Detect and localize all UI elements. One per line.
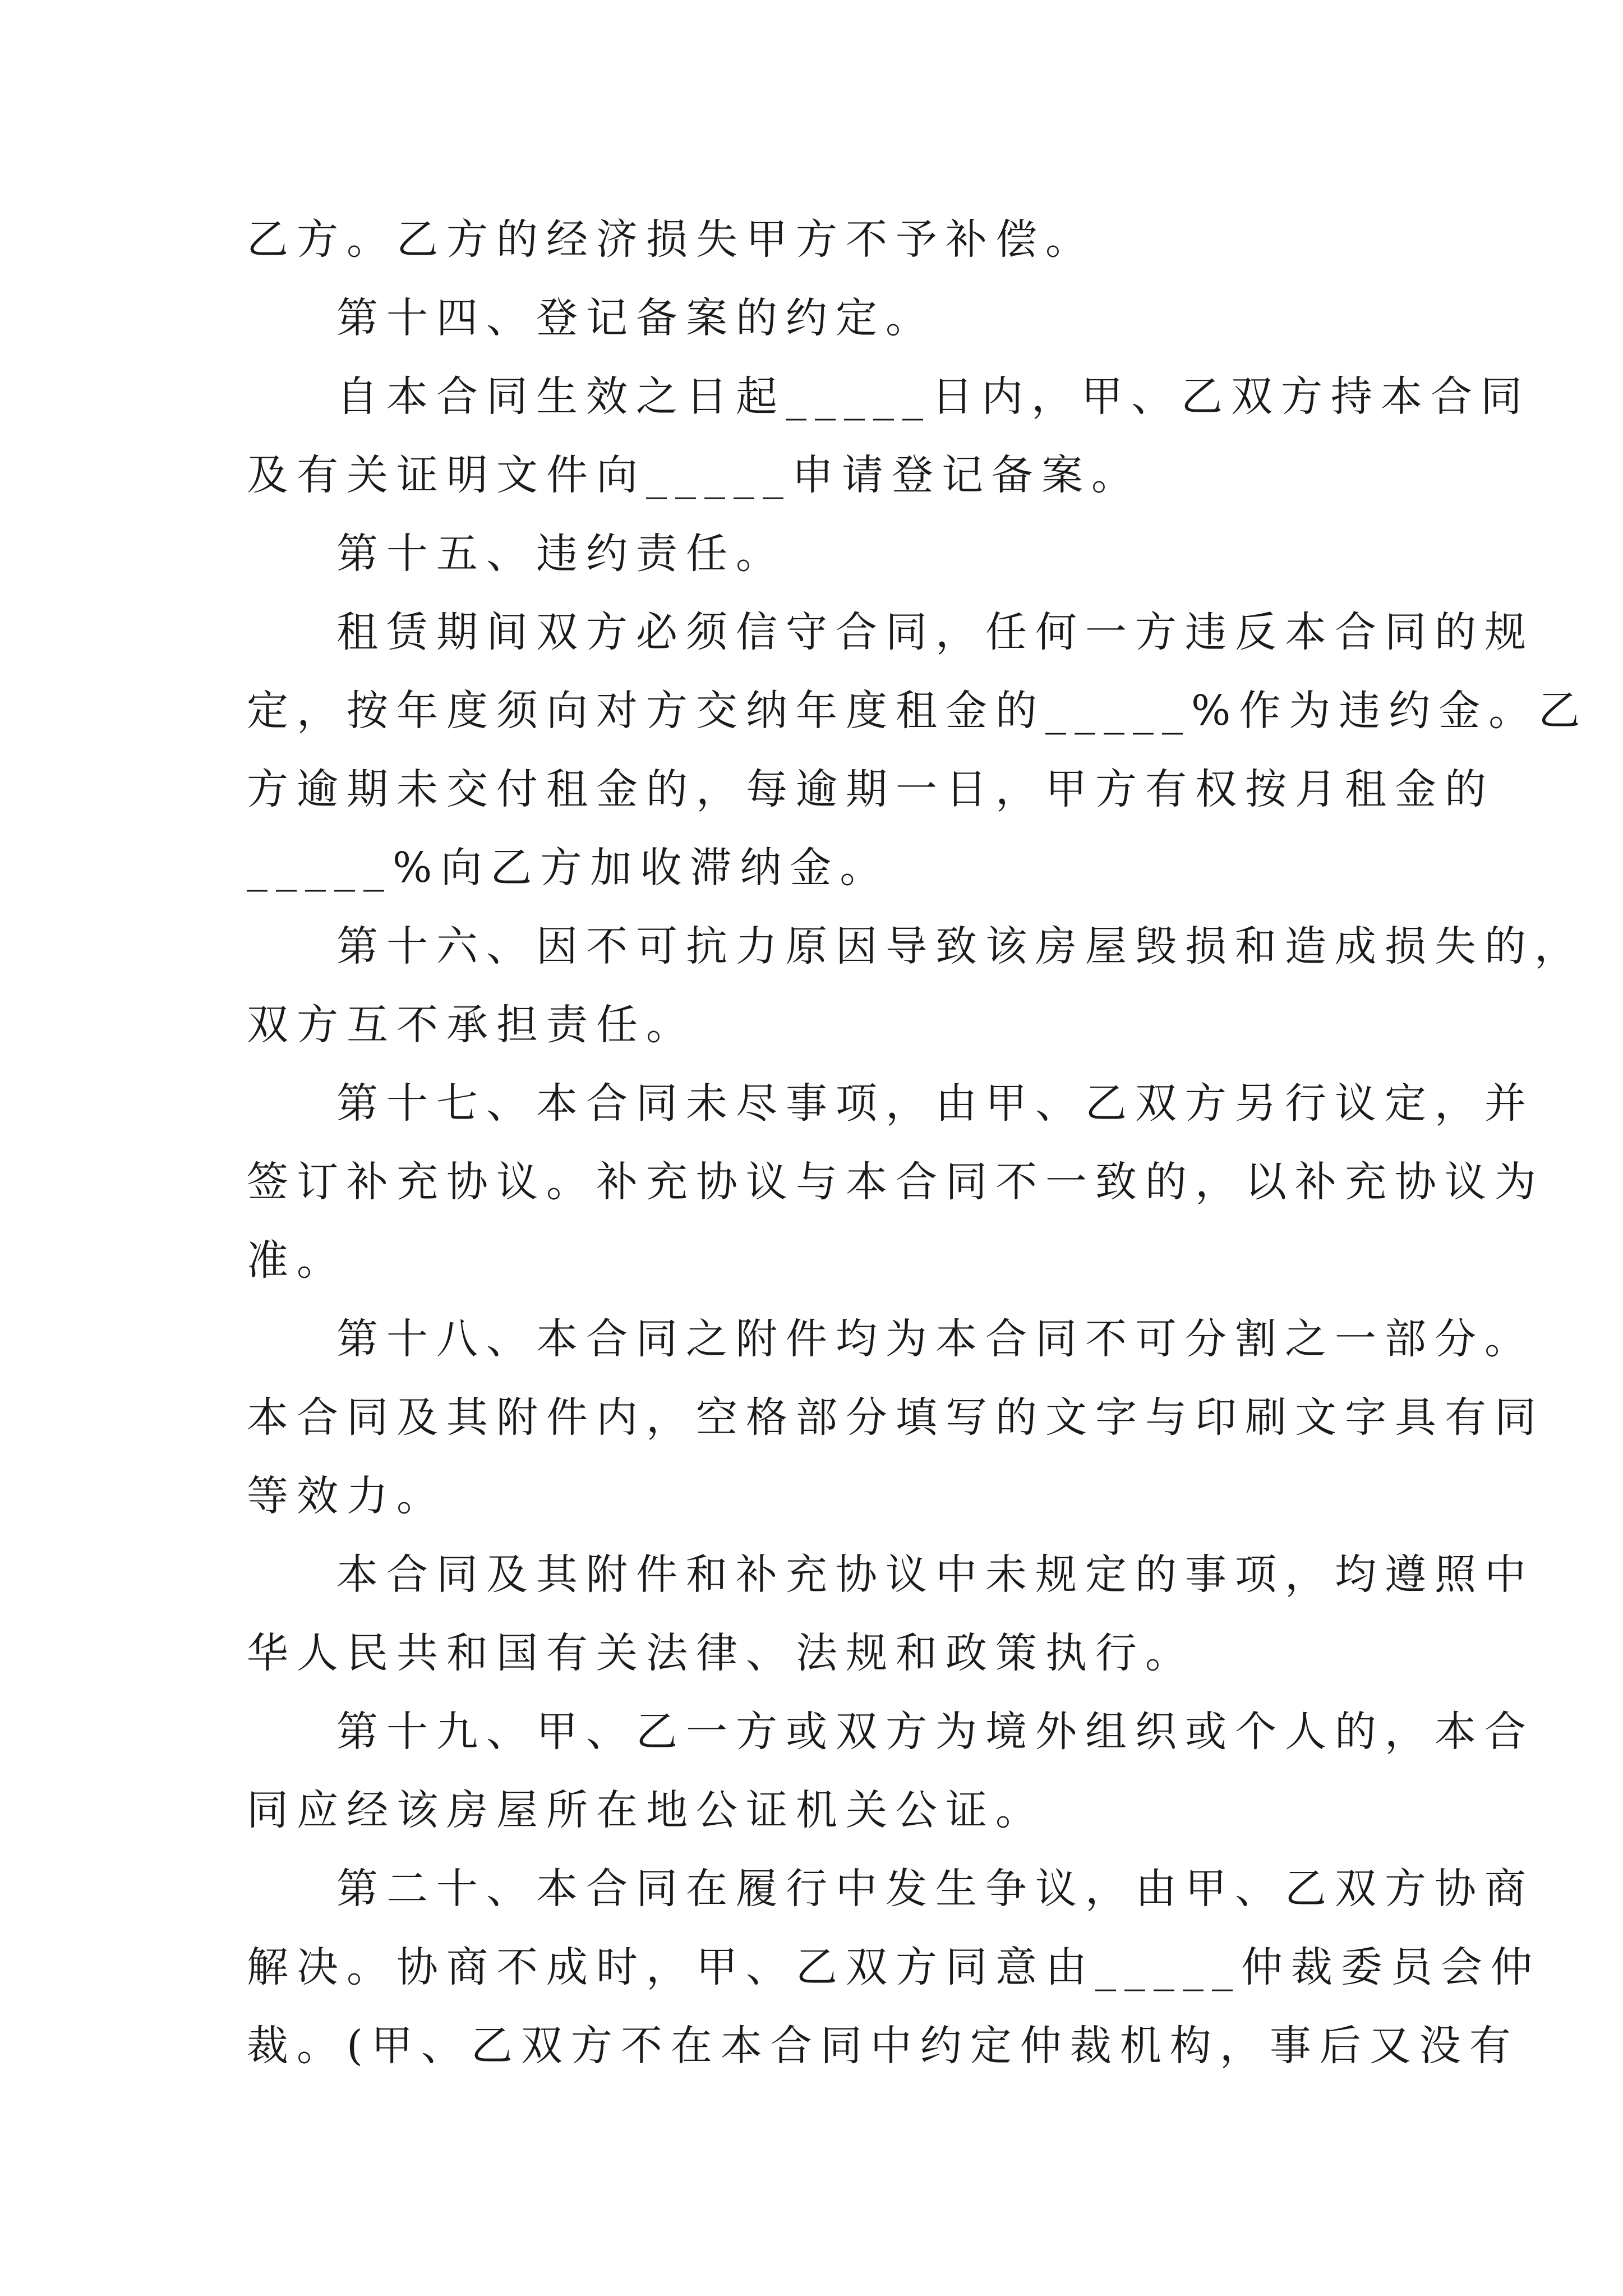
text-line: 自本合同生效之日起_____日内，甲、乙双方持本合同 <box>336 372 1530 421</box>
section-heading: 第十四、登记备案的约定。 <box>336 294 935 342</box>
text-line: 签订补充协议。补充协议与本合同不一致的，以补充协议为 <box>247 1158 1544 1206</box>
text-line: 同应经该房屋所在地公证机关公证。 <box>247 1786 1045 1834</box>
text-line: 等效力。 <box>247 1472 446 1520</box>
section-heading: 第十六、因不可抗力原因导致该房屋毁损和造成损失的， <box>336 922 1584 970</box>
text-line: _____%向乙方加收滞纳金。 <box>247 844 890 892</box>
section-heading: 第十五、违约责任。 <box>336 530 786 578</box>
text-line: 解决。协商不成时，甲、乙双方同意由_____仲裁委员会仲 <box>247 1943 1541 1991</box>
section-heading: 第十八、本合同之附件均为本合同不可分割之一部分。 <box>336 1315 1534 1363</box>
text-line: 方逾期未交付租金的，每逾期一日，甲方有权按月租金的 <box>247 765 1495 813</box>
text-line: 准。 <box>247 1236 347 1285</box>
text-line: 双方互不承担责任。 <box>247 1001 696 1049</box>
text-line: 乙方。乙方的经济损失甲方不予补偿。 <box>247 215 1095 264</box>
text-line: 租赁期间双方必须信守合同，任何一方违反本合同的规 <box>336 608 1534 656</box>
section-heading: 第十七、本合同未尽事项，由甲、乙双方另行议定，并 <box>336 1079 1534 1128</box>
section-heading: 第二十、本合同在履行中发生争议，由甲、乙双方协商 <box>336 1865 1534 1913</box>
text-line: 及有关证明文件向_____申请登记备案。 <box>247 451 1141 499</box>
text-line: 裁。(甲、乙双方不在本合同中约定仲裁机构，事后又没有 <box>247 2022 1519 2070</box>
text-line: 定，按年度须向对方交纳年度租金的_____%作为违约金。乙 <box>247 687 1589 735</box>
section-heading: 第十九、甲、乙一方或双方为境外组织或个人的，本合 <box>336 1708 1534 1756</box>
text-line: 本合同及其附件和补充协议中未规定的事项，均遵照中 <box>336 1550 1534 1599</box>
text-line: 本合同及其附件内，空格部分填写的文字与印刷文字具有同 <box>247 1393 1544 1442</box>
text-line: 华人民共和国有关法律、法规和政策执行。 <box>247 1629 1195 1677</box>
